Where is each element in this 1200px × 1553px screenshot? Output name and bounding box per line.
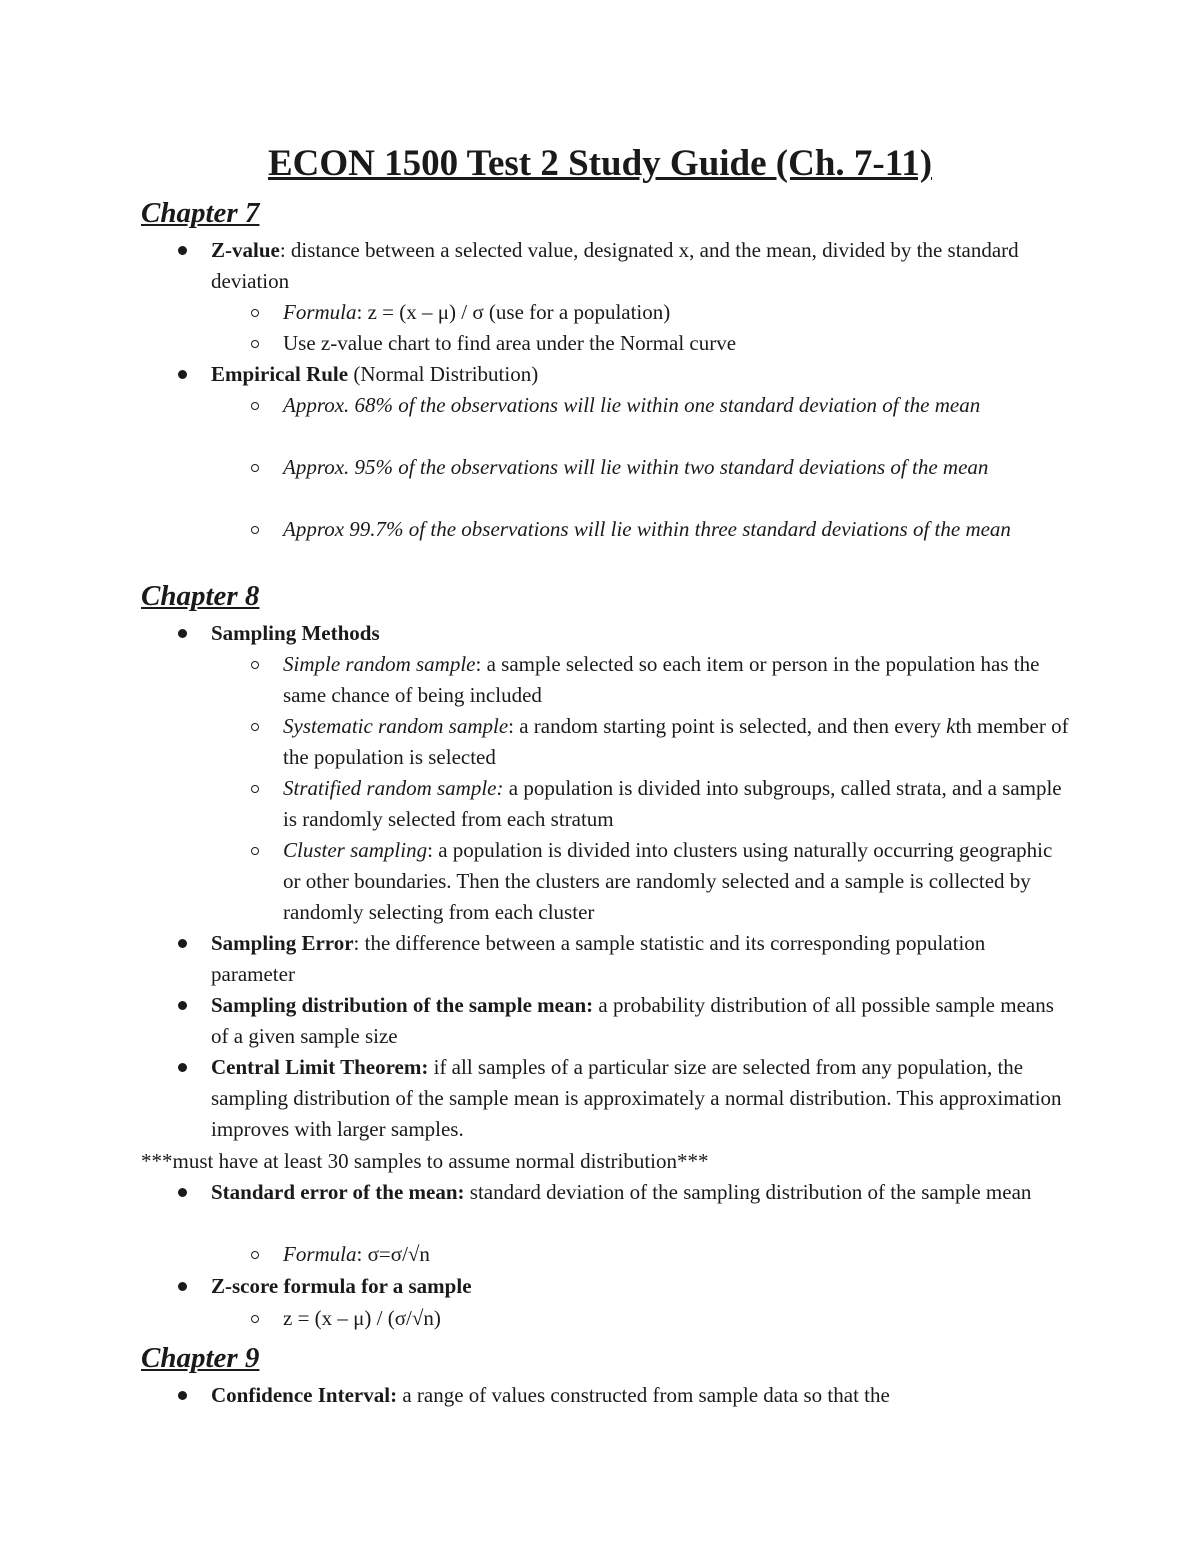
err-term: Sampling Error — [211, 931, 354, 955]
bullet-icon — [178, 939, 187, 948]
clt-term: Central Limit Theorem: — [211, 1055, 429, 1079]
confidence-interval-item — [211, 1380, 1071, 1411]
se-formula-label: Formula — [283, 1242, 357, 1266]
se-formula: : σ=σ/√n — [356, 1242, 430, 1266]
circle-bullet-icon — [251, 464, 259, 472]
circle-bullet-icon — [251, 723, 259, 731]
empirical-definition: (Normal Distribution) — [348, 362, 539, 386]
empirical-68-text: Approx. 68% of the observations will lie within one standard deviation of the mean — [283, 393, 981, 417]
zscore-sample-formula: z = (x – μ) / (σ/√n) — [283, 1306, 441, 1330]
circle-bullet-icon — [251, 1251, 259, 1259]
dist-definition: a probability distribution of all possible sample means of a given sample size — [211, 993, 1054, 1048]
circle-bullet-icon — [251, 526, 259, 534]
sys-definition-b: th member of the population is selected — [283, 714, 1069, 769]
se-definition: standard deviation of the sampling distribution of the sample mean — [464, 1180, 1032, 1204]
standard-error-formula — [283, 1239, 1073, 1270]
formula-label: Formula — [283, 300, 357, 324]
chapter-8-heading: Chapter 8 — [141, 580, 260, 612]
bullet-icon — [178, 370, 187, 379]
sampling-methods-term: Sampling Methods — [211, 621, 380, 645]
zchart-note: Use z-value chart to find area under the Normal curve — [283, 331, 737, 355]
err-definition: : the difference between a sample statistic and its corresponding population parameter — [211, 931, 986, 986]
zvalue-definition: : distance between a selected value, designated x, and the mean, divided by the standard deviation — [211, 238, 1019, 293]
stratified-random-sample — [283, 773, 1073, 835]
chapter-7-heading: Chapter 7 — [141, 197, 260, 229]
sys-k: k — [946, 714, 956, 738]
zvalue-item — [211, 235, 1071, 297]
cluster-definition: : a population is divided into clusters using naturally occurring geographic or other boundaries. Then the clusters are randomly selected and a sample is collected by randomly selecting from each cluster — [283, 838, 1053, 924]
empirical-95-text: Approx. 95% of the observations will lie within two standard deviations of the mean — [283, 455, 989, 479]
sampling-error-item — [211, 928, 1071, 990]
circle-bullet-icon — [251, 847, 259, 855]
zvalue-term: Z-value — [211, 238, 280, 262]
page-title: ECON 1500 Test 2 Study Guide (Ch. 7-11) — [267, 143, 933, 184]
ci-definition: a range of values constructed from sample data so that the — [397, 1383, 890, 1407]
empirical-997-text: Approx 99.7% of the observations will lie within three standard deviations of the mean — [283, 517, 1011, 541]
bullet-icon — [178, 1188, 187, 1197]
srs-definition: : a sample selected so each item or person in the population has the same chance of being included — [283, 652, 1040, 707]
zvalue-formula — [283, 297, 1073, 328]
empirical-rule-item — [211, 359, 1071, 390]
formula-text: : z = (x – μ) / σ (use for a population) — [356, 300, 671, 324]
sampling-methods-item — [211, 618, 1071, 649]
cluster-sampling — [283, 835, 1073, 928]
standard-error-item — [211, 1177, 1071, 1208]
dist-term: Sampling distribution of the sample mean: — [211, 993, 594, 1017]
sampling-distribution-item — [211, 990, 1071, 1052]
empirical-95 — [283, 452, 1073, 483]
sample-size-note: ***must have at least 30 samples to assume normal distribution*** — [141, 1149, 709, 1173]
clt-item — [211, 1052, 1071, 1145]
chapter-9-heading: Chapter 9 — [141, 1342, 260, 1374]
srs-term: Simple random sample — [283, 652, 476, 676]
circle-bullet-icon — [251, 402, 259, 410]
se-term: Standard error of the mean: — [211, 1180, 465, 1204]
strat-definition: a population is divided into subgroups, called strata, and a sample is randomly selected from each stratum — [283, 776, 1062, 831]
circle-bullet-icon — [251, 785, 259, 793]
ci-term: Confidence Interval: — [211, 1383, 398, 1407]
bullet-icon — [178, 246, 187, 255]
circle-bullet-icon — [251, 661, 259, 669]
clt-definition: if all samples of a particular size are selected from any population, the sampling distribution of the sample mean is approximately a normal distribution. This approximation improves with larger samples. — [211, 1055, 1062, 1141]
simple-random-sample — [283, 649, 1073, 711]
strat-term: Stratified random sample: — [283, 776, 504, 800]
circle-bullet-icon — [251, 340, 259, 348]
cluster-term: Cluster sampling — [283, 838, 428, 862]
sys-definition-a: : a random starting point is selected, and then every — [508, 714, 947, 738]
bullet-icon — [178, 1063, 187, 1072]
bullet-icon — [178, 629, 187, 638]
bullet-icon — [178, 1282, 187, 1291]
bullet-icon — [178, 1391, 187, 1400]
circle-bullet-icon — [251, 1315, 259, 1323]
circle-bullet-icon — [251, 309, 259, 317]
sys-term: Systematic random sample — [283, 714, 509, 738]
systematic-random-sample — [283, 711, 1073, 773]
empirical-997 — [283, 514, 1073, 545]
bullet-icon — [178, 1001, 187, 1010]
zscore-sample-item — [211, 1271, 1071, 1302]
empirical-68 — [283, 390, 1073, 421]
empirical-term: Empirical Rule — [211, 362, 349, 386]
zs-term: Z-score formula for a sample — [211, 1274, 472, 1298]
